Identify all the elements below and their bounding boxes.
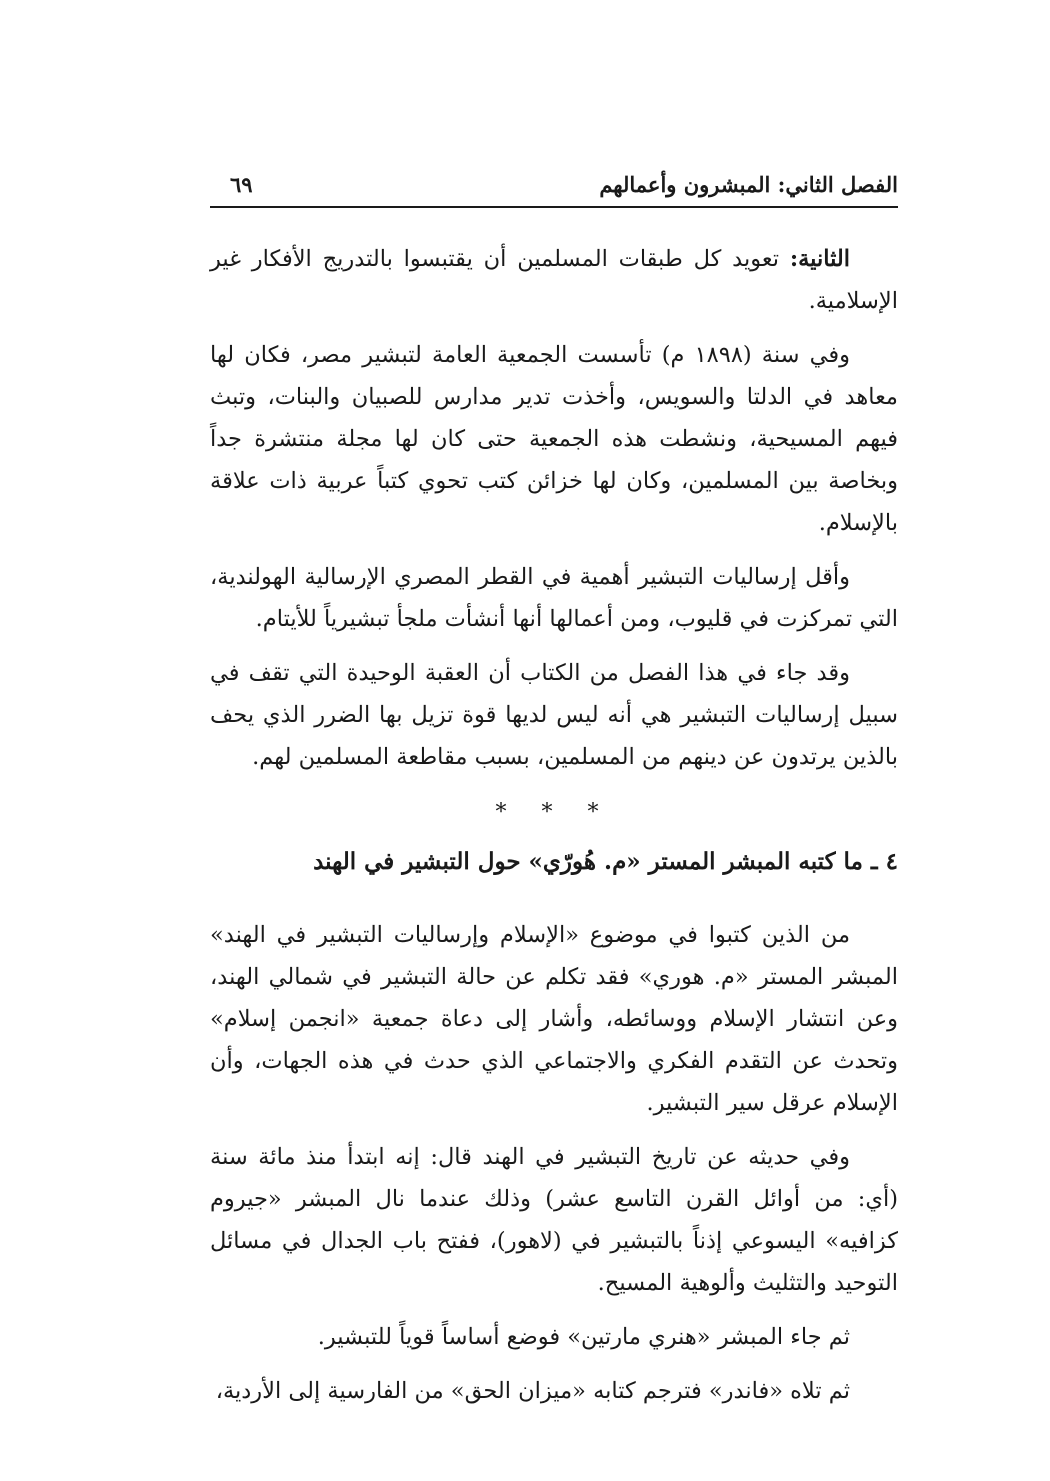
section-separator: * * * (495, 800, 613, 825)
paragraph: ثم جاء المبشر «هنري مارتين» فوضع أساساً قوياً للتبشير. (317, 1324, 850, 1350)
paragraph (210, 238, 898, 322)
paragraph-lead: الثانية: (789, 246, 850, 272)
paragraph: وفي سنة (١٨٩٨ م) تأسست الجمعية العامة لتبشير مصر، فكان لها معاهد في الدلتا والسويس، وأخذت تدير مدارس للصبيان والبنات، وتبث فيهم المسيحية، ونشطت هذه الجمعية حتى كان لها مجلة منتشرة جداً وبخاصة بين المسلمين، وكان لها خزائن كتب تحوي كتباً عربية ذات علاقة بالإسلام. (210, 342, 898, 536)
chapter-title: الفصل الثاني: المبشرون وأعمالهم (599, 172, 898, 197)
paragraph: وفي حديثه عن تاريخ التبشير في الهند قال: إنه ابتدأ منذ مائة سنة (أي: من أوائل القرن التاسع عشر) وذلك عندما نال المبشر «جيروم كزافيه» اليسوعي إذناً بالتبشير في (لاهور)، ففتح باب الجدال في مسائل التوحيد والتثليث وألوهية المسيح. (210, 1144, 898, 1296)
paragraph: من الذين كتبوا في موضوع «الإسلام وإرساليات التبشير في الهند» المبشر المستر «م. هوري» فقد تكلم عن حالة التبشير في شمالي الهند، وعن انتشار الإسلام ووسائطه، وأشار إلى دعاة جمعية «انجمن إسلام» وتحدث عن التقدم الفكري والاجتماعي الذي حدث في هذه الجهات، وأن الإسلام عرقل سير التبشير. (210, 922, 898, 1116)
page-number: ٦٩ (230, 172, 253, 197)
paragraph: وقد جاء في هذا الفصل من الكتاب أن العقبة الوحيدة التي تقف في سبيل إرساليات التبشير هي أنه ليس لديها قوة تزيل بها الضرر الذي يحف بالذين يرتدون عن دينهم من المسلمين، بسبب مقاطعة المسلمين لهم. (210, 660, 898, 770)
page-body (210, 238, 898, 1424)
page-header (210, 168, 898, 208)
paragraph: وأقل إرساليات التبشير أهمية في القطر المصري الإرسالية الهولندية، التي تمركزت في قليوب، ومن أعمالها أنها أنشأت ملجأ تبشيرياً للأيتام. (210, 564, 898, 632)
section-heading: ٤ ـ ما كتبه المبشر المستر «م. هُورّي» حول التبشير في الهند (313, 848, 898, 875)
paragraph-text: تعويد كل طبقات المسلمين أن يقتبسوا بالتدريج الأفكار غير الإسلامية. (210, 246, 898, 314)
paragraph: ثم تلاه «فاندر» فترجم كتابه «ميزان الحق» من الفارسية إلى الأردية، (215, 1378, 850, 1404)
